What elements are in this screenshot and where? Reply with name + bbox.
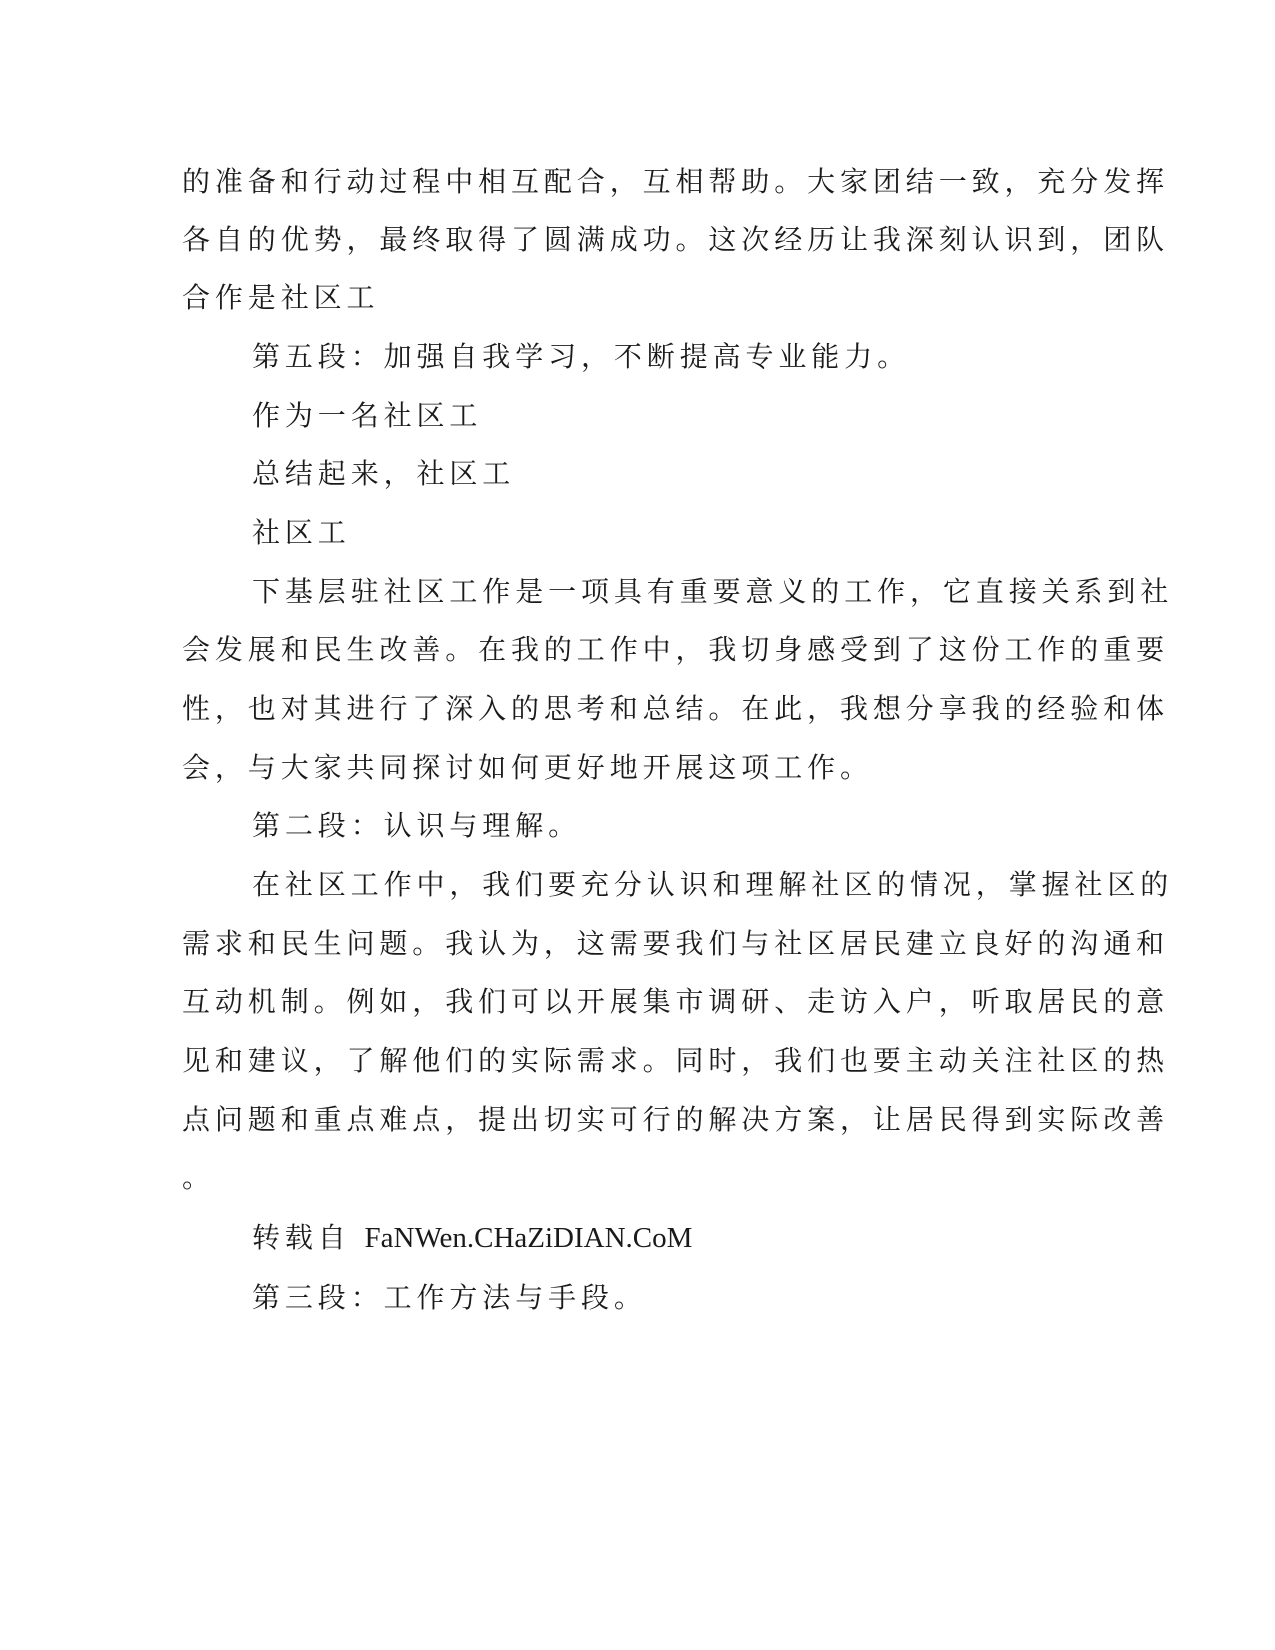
section-heading-3: 第三段：工作方法与手段。 (252, 1281, 647, 1314)
paragraph-line: 会，与大家共同探讨如何更好地开展这项工作。 (182, 751, 873, 784)
paragraph-line: 点问题和重点难点，提出切实可行的解决方案，让居民得到实际改善 (182, 1103, 1170, 1136)
source-site-link[interactable]: FaNWen.CHaZiDIAN.CoM (364, 1222, 693, 1254)
paragraph-line: 会发展和民生改善。在我的工作中，我切身感受到了这份工作的重要 (182, 633, 1170, 666)
paragraph-line: 合作是社区工 (182, 281, 380, 314)
paragraph-line: 总结起来，社区工 (252, 457, 516, 490)
paragraph-line: 需求和民生问题。我认为，这需要我们与社区居民建立良好的沟通和 (182, 927, 1170, 960)
paragraph-line: 互动机制。例如，我们可以开展集市调研、走访入户，听取居民的意 (182, 985, 1170, 1018)
paragraph-line: 。 (182, 1161, 215, 1194)
paragraph-line: 作为一名社区工 (252, 399, 483, 432)
source-attribution (252, 1220, 692, 1256)
source-prefix: 转载自 (252, 1221, 351, 1254)
paragraph-line: 下基层驻社区工作是一项具有重要意义的工作，它直接关系到社 (252, 575, 1174, 608)
section-heading-5: 第五段：加强自我学习，不断提高专业能力。 (252, 340, 911, 373)
section-heading-2: 第二段：认识与理解。 (252, 809, 582, 842)
paragraph-line: 性，也对其进行了深入的思考和总结。在此，我想分享我的经验和体 (182, 692, 1170, 725)
paragraph-line: 各自的优势，最终取得了圆满成功。这次经历让我深刻认识到，团队 (182, 223, 1170, 256)
paragraph-line: 在社区工作中，我们要充分认识和理解社区的情况，掌握社区的 (252, 868, 1174, 901)
paragraph-line: 社区工 (252, 516, 351, 549)
paragraph-line: 见和建议，了解他们的实际需求。同时，我们也要主动关注社区的热 (182, 1044, 1170, 1077)
paragraph-line: 的准备和行动过程中相互配合，互相帮助。大家团结一致，充分发挥 (182, 165, 1170, 198)
